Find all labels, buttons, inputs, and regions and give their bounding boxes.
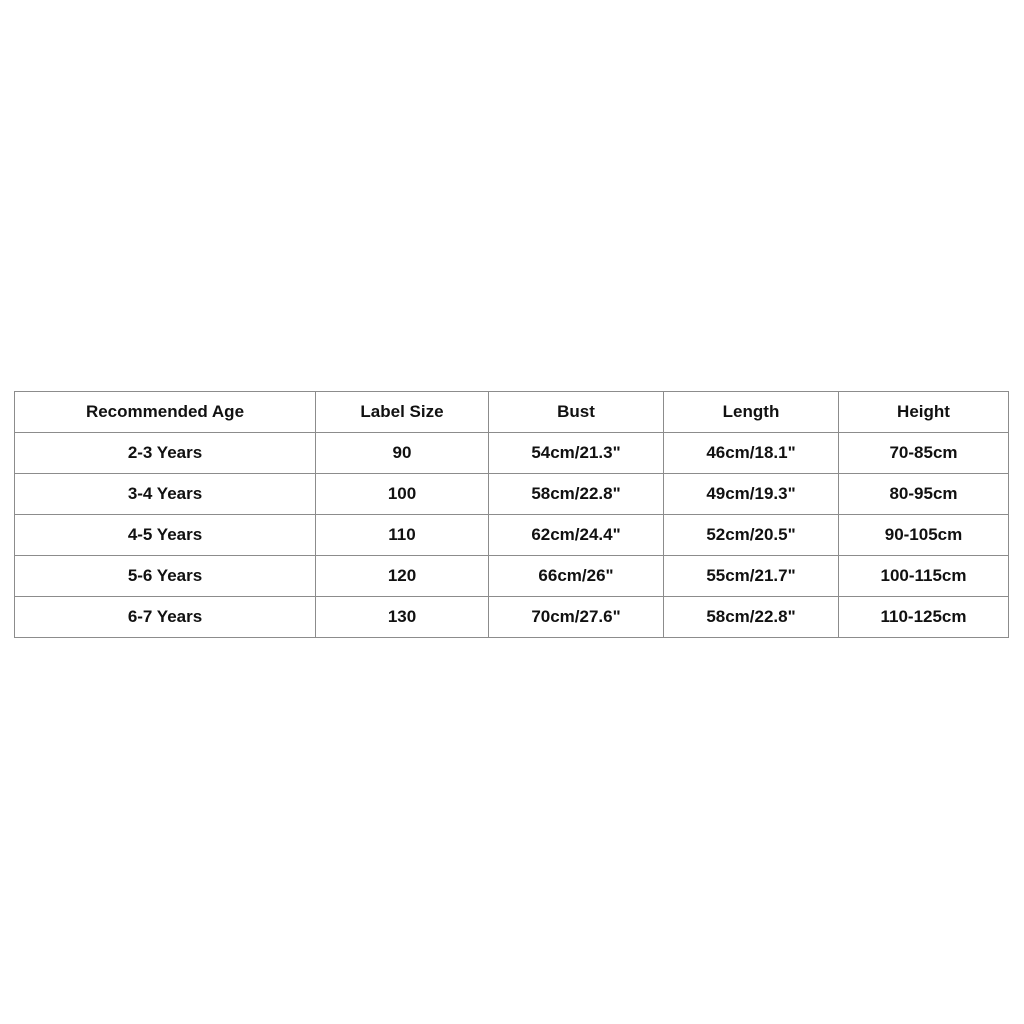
cell-label-size: 110 — [316, 515, 489, 556]
table-row — [15, 515, 1009, 556]
cell-label-size: 130 — [316, 597, 489, 638]
size-chart-table — [14, 391, 1009, 638]
cell-recommended-age: 4-5 Years — [15, 515, 316, 556]
header-height: Height — [839, 392, 1009, 433]
header-bust: Bust — [489, 392, 664, 433]
cell-height: 80-95cm — [839, 474, 1009, 515]
header-label-size: Label Size — [316, 392, 489, 433]
cell-label-size: 100 — [316, 474, 489, 515]
header-recommended-age: Recommended Age — [15, 392, 316, 433]
table-header-row — [15, 392, 1009, 433]
cell-recommended-age: 2-3 Years — [15, 433, 316, 474]
table-row — [15, 433, 1009, 474]
cell-label-size: 120 — [316, 556, 489, 597]
cell-length: 55cm/21.7" — [664, 556, 839, 597]
cell-bust: 70cm/27.6" — [489, 597, 664, 638]
cell-length: 52cm/20.5" — [664, 515, 839, 556]
cell-bust: 54cm/21.3" — [489, 433, 664, 474]
table-row — [15, 474, 1009, 515]
cell-recommended-age: 6-7 Years — [15, 597, 316, 638]
cell-recommended-age: 5-6 Years — [15, 556, 316, 597]
header-length: Length — [664, 392, 839, 433]
cell-bust: 62cm/24.4" — [489, 515, 664, 556]
cell-label-size: 90 — [316, 433, 489, 474]
cell-length: 58cm/22.8" — [664, 597, 839, 638]
cell-length: 46cm/18.1" — [664, 433, 839, 474]
cell-height: 70-85cm — [839, 433, 1009, 474]
cell-bust: 58cm/22.8" — [489, 474, 664, 515]
cell-height: 110-125cm — [839, 597, 1009, 638]
cell-recommended-age: 3-4 Years — [15, 474, 316, 515]
table-row — [15, 556, 1009, 597]
cell-height: 100-115cm — [839, 556, 1009, 597]
cell-length: 49cm/19.3" — [664, 474, 839, 515]
table-row — [15, 597, 1009, 638]
cell-height: 90-105cm — [839, 515, 1009, 556]
cell-bust: 66cm/26" — [489, 556, 664, 597]
